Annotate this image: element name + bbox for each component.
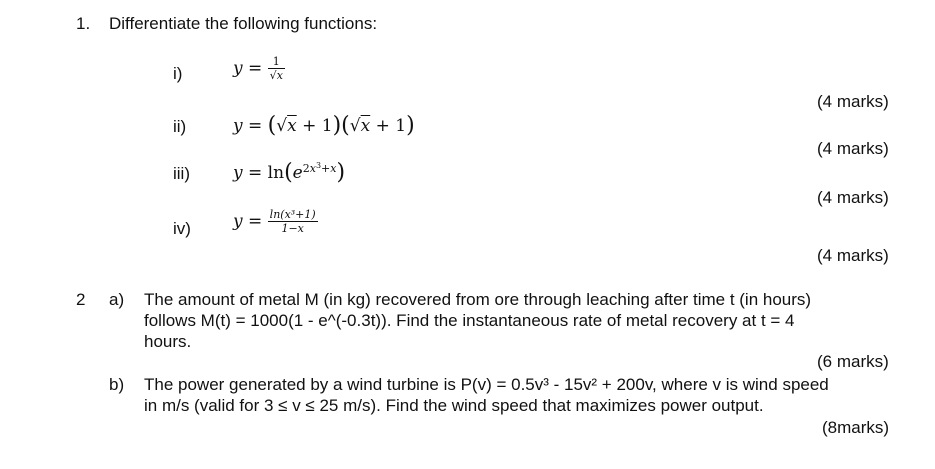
- item-i-root-sign: √: [269, 69, 277, 82]
- item-i-marks: (4 marks): [817, 92, 889, 111]
- item-iv-lhs: y =: [233, 211, 263, 232]
- item-i-equation: [233, 56, 285, 82]
- part-a-line-1: The amount of metal M (in kg) recovered from ore through leaching after time t (in hours): [144, 290, 812, 309]
- item-iv-marks: (4 marks): [817, 246, 889, 265]
- question-1-heading: Differentiate the following functions:: [109, 14, 378, 33]
- item-ii-label: ii): [173, 117, 187, 136]
- part-b-label: b): [109, 375, 125, 394]
- item-i-lhs: y =: [233, 58, 263, 79]
- part-a-label: a): [109, 290, 125, 309]
- question-2-number: 2: [76, 290, 86, 309]
- item-ii-marks: (4 marks): [817, 139, 889, 158]
- item-iii-marks: (4 marks): [817, 188, 889, 207]
- item-iv-denominator: 1−x: [281, 222, 304, 235]
- part-b-line-1: The power generated by a wind turbine is P(v) = 0.5v³ - 15v² + 200v, where v is wind speed: [144, 375, 829, 394]
- part-b-marks: (8marks): [822, 418, 890, 437]
- part-a-marks: (6 marks): [817, 352, 889, 371]
- part-a-line-2: follows M(t) = 1000(1 - e^(-0.3t)). Find the instantaneous rate of metal recovery at t = 4: [144, 311, 795, 330]
- item-iv-label: iv): [173, 219, 191, 238]
- item-i-radicand: x: [276, 69, 283, 82]
- item-i-fraction: [268, 56, 285, 82]
- item-i-label: i): [173, 64, 183, 83]
- item-iv-numerator: ln(x³+1): [269, 208, 316, 221]
- item-iv-fraction: [268, 209, 318, 235]
- part-b-line-2: in m/s (valid for 3 ≤ v ≤ 25 m/s). Find the wind speed that maximizes power output.: [144, 396, 764, 415]
- part-a-line-3: hours.: [144, 332, 192, 351]
- item-iii-label: iii): [173, 164, 190, 183]
- item-i-numerator: 1: [268, 56, 285, 69]
- question-1-number: 1.: [76, 14, 91, 33]
- item-iv-equation: [233, 209, 318, 235]
- item-iii-equation: $y = \ln(e^{2x^3+x})$: [233, 160, 346, 185]
- item-ii-equation: y = (√x + 1)(√x + 1): [233, 113, 415, 138]
